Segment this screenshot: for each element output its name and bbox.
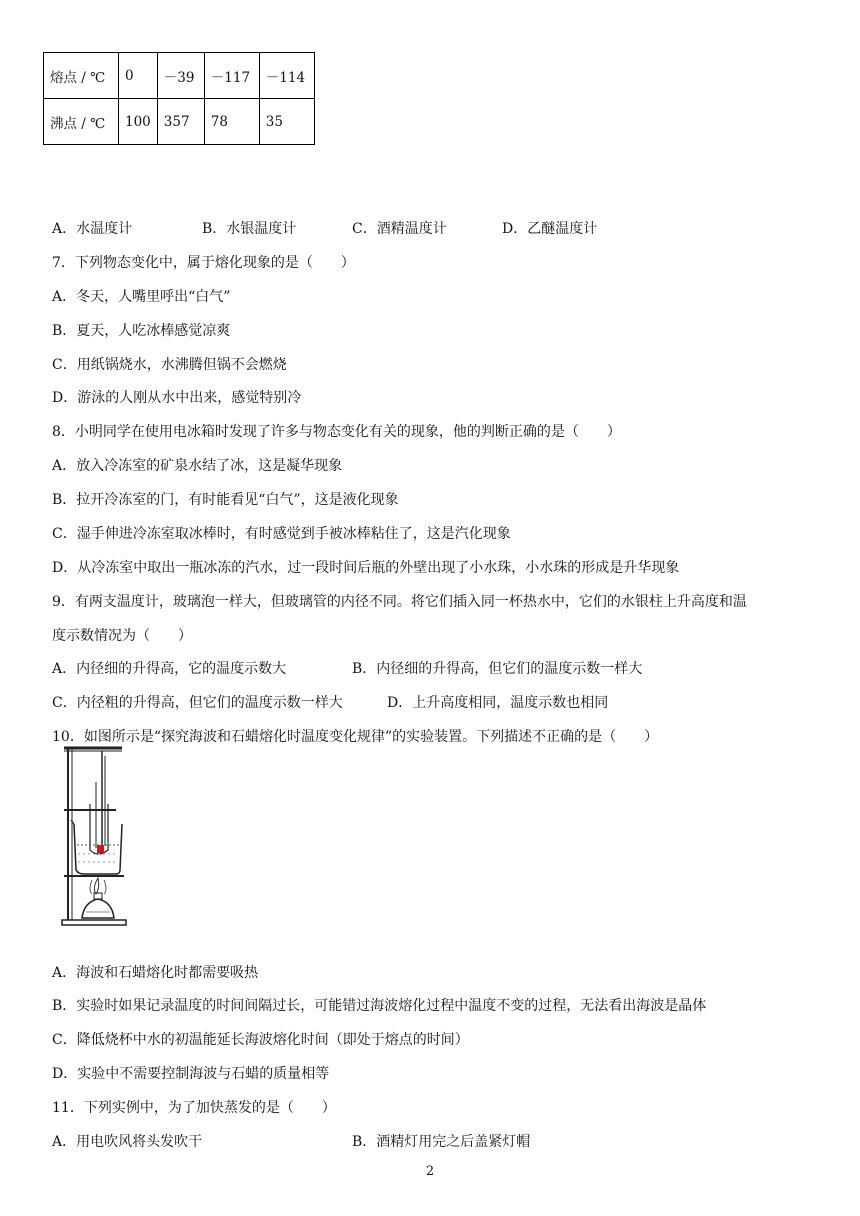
q9-option-d: D．上升高度相同，温度示数也相同 (387, 695, 609, 711)
option-a: A．水温度计 (52, 221, 133, 237)
table-cell: －117 (204, 53, 259, 99)
q11-option-a: A．用电吹风将头发吹干 (52, 1134, 203, 1150)
q7-option-b: B．夏天，人吃冰棒感觉凉爽 (52, 323, 231, 339)
melting-experiment-apparatus-image (58, 742, 130, 930)
table-cell: 35 (259, 99, 314, 145)
table-cell: 357 (157, 99, 204, 145)
q9-option-c: C．内径粗的升得高，但它们的温度示数一样大 (52, 695, 343, 711)
q6-options (52, 219, 597, 239)
q10-option-c: C．降低烧杯中水的初温能延长海波熔化时间（即处于熔点的时间） (52, 1032, 469, 1048)
table-row-label: 熔点 / ℃ (44, 53, 119, 99)
q11-options-row1 (52, 1132, 530, 1152)
option-b: B．水银温度计 (202, 221, 297, 237)
q8-option-d: D．从冷冻室中取出一瓶冰冻的汽水，过一段时间后瓶的外壁出现了小水珠，小水珠的形成是升华现象 (52, 560, 680, 576)
q10-option-b: B．实验时如果记录温度的时间间隔过长，可能错过海波熔化过程中温度不变的过程，无法看出海波是晶体 (52, 998, 707, 1014)
q7-option-c: C．用纸锅烧水，水沸腾但锅不会燃烧 (52, 357, 287, 373)
table-cell: 100 (119, 99, 158, 145)
q10-option-a: A．海波和石蜡熔化时都需要吸热 (52, 965, 259, 981)
q7-stem: 7．下列物态变化中，属于熔化现象的是（ ） (52, 255, 355, 271)
table-row (44, 99, 315, 145)
table-row (44, 53, 315, 99)
q7-option-a: A．冬天，人嘴里呼出“白气” (52, 289, 231, 305)
q11-stem: 11．下列实例中，为了加快蒸发的是（ ） (52, 1100, 336, 1116)
q9-stem-line2: 度示数情况为（ ） (52, 628, 192, 644)
q10-stem: 10．如图所示是“探究海波和石蜡熔化时温度变化规律”的实验装置。下列描述不正确的是（ ） (52, 729, 659, 745)
option-c: C．酒精温度计 (352, 221, 447, 237)
table-cell: －39 (157, 53, 204, 99)
q9-option-b: B．内径细的升得高，但它们的温度示数一样大 (352, 661, 643, 677)
q9-options-row1 (52, 659, 642, 679)
q9-options-row2 (52, 693, 608, 713)
q8-stem: 8．小明同学在使用电冰箱时发现了许多与物态变化有关的现象，他的判断正确的是（ ） (52, 424, 621, 440)
q10-option-d: D．实验中不需要控制海波与石蜡的质量相等 (52, 1066, 330, 1082)
q9-option-a: A．内径细的升得高，它的温度示数大 (52, 661, 287, 677)
q8-option-b: B．拉开冷冻室的门，有时能看见“白气”，这是液化现象 (52, 492, 399, 508)
q8-option-c: C．湿手伸进冷冻室取冰棒时，有时感觉到手被冰棒粘住了，这是汽化现象 (52, 526, 511, 542)
q11-option-b: B．酒精灯用完之后盖紧灯帽 (352, 1134, 531, 1150)
q8-option-a: A．放入冷冻室的矿泉水结了冰，这是凝华现象 (52, 458, 343, 474)
table-cell: 78 (204, 99, 259, 145)
option-d: D．乙醚温度计 (502, 221, 598, 237)
table-cell: －114 (259, 53, 314, 99)
q7-option-d: D．游泳的人刚从水中出来，感觉特别冷 (52, 390, 302, 406)
table-cell: 0 (119, 53, 158, 99)
q9-stem-line1: 9．有两支温度计，玻璃泡一样大，但玻璃管的内径不同。将它们插入同一杯热水中，它们的水银柱上升高度和温 (52, 594, 747, 610)
page-number: 2 (425, 1164, 435, 1179)
substance-properties-table (43, 52, 315, 145)
table-row-label: 沸点 / ℃ (44, 99, 119, 145)
